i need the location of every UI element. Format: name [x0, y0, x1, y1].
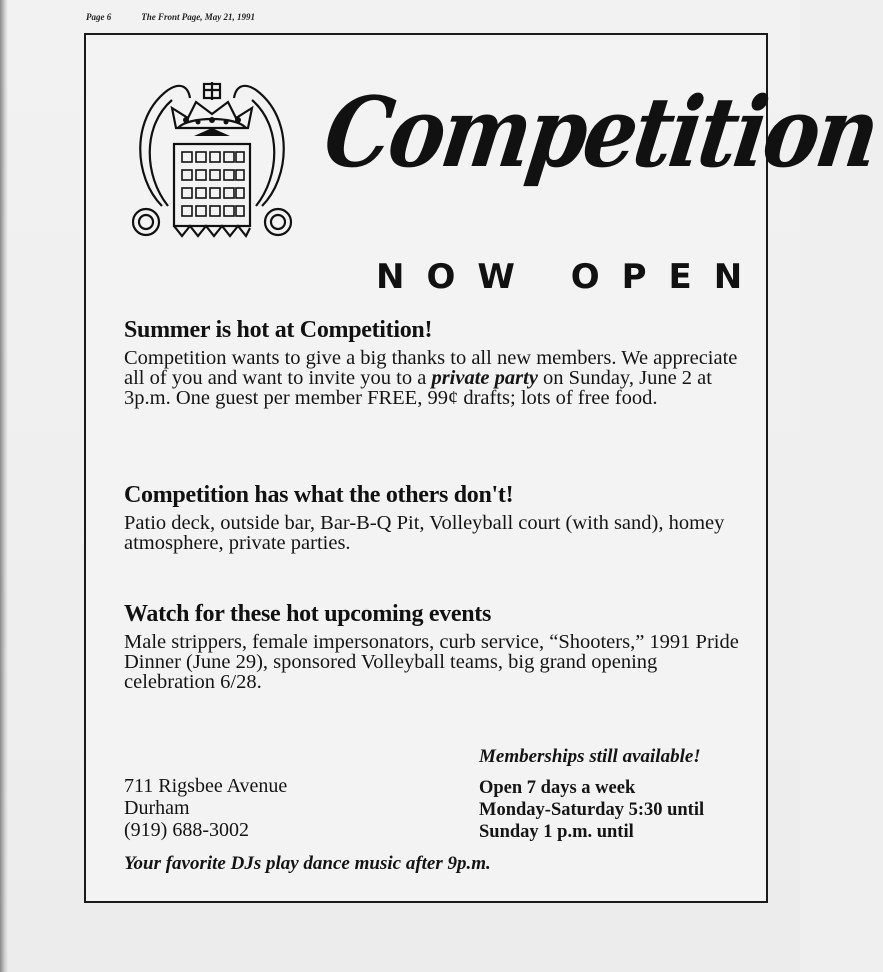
city: Durham	[124, 797, 190, 819]
section-body	[124, 348, 744, 408]
advertisement-box	[84, 33, 883, 903]
section-heading: Summer is hot at Competition!	[124, 317, 433, 343]
memberships-note: Memberships still available!	[479, 746, 701, 767]
ad-title: Competition	[317, 75, 883, 189]
section-events	[124, 601, 744, 692]
section-heading: Watch for these hot upcoming events	[124, 601, 492, 627]
now-open-tagline: NOW OPEN	[376, 257, 765, 297]
street-address: 711 Rigsbee Avenue	[124, 775, 288, 797]
section-body: Patio deck, outside bar, Bar-B-Q Pit, Volleyball court (with sand), homey atmosphere, private parties.	[124, 512, 725, 554]
hours-line: Open 7 days a week	[479, 778, 636, 798]
section-heading: Competition has what the others don't!	[124, 482, 514, 508]
page-edge-shadow	[0, 0, 8, 972]
hours-block	[479, 777, 704, 843]
page-number: Page 6	[86, 12, 112, 22]
private-party-emphasis: private party	[431, 367, 538, 389]
address-block	[124, 775, 287, 841]
section-body: Male strippers, female impersonators, curb service, “Shooters,” 1991 Pride Dinner (June 29), sponsored Volleyball teams, big grand opening celebration 6/28.	[124, 631, 739, 693]
section-features	[124, 482, 744, 553]
section-summer	[124, 317, 744, 408]
page-header	[86, 12, 255, 22]
hours-line: Monday-Saturday 5:30 until	[479, 800, 705, 820]
crown-building-logo-icon	[128, 78, 296, 248]
body-text: on Sunday, June 2 at 3p.m. One guest per member FREE, 99¢ drafts; lots of free food.	[124, 367, 712, 409]
hours-line: Sunday 1 p.m. until	[479, 822, 634, 842]
dj-footer-note: Your favorite DJs play dance music after 9p.m.	[124, 853, 491, 874]
publication-line: The Front Page, May 21, 1991	[141, 12, 255, 22]
body-text: Competition wants to give a big thanks to all new members. We appreciate all of you and want to invite you to a	[124, 347, 738, 389]
phone-number: (919) 688-3002	[124, 819, 249, 841]
